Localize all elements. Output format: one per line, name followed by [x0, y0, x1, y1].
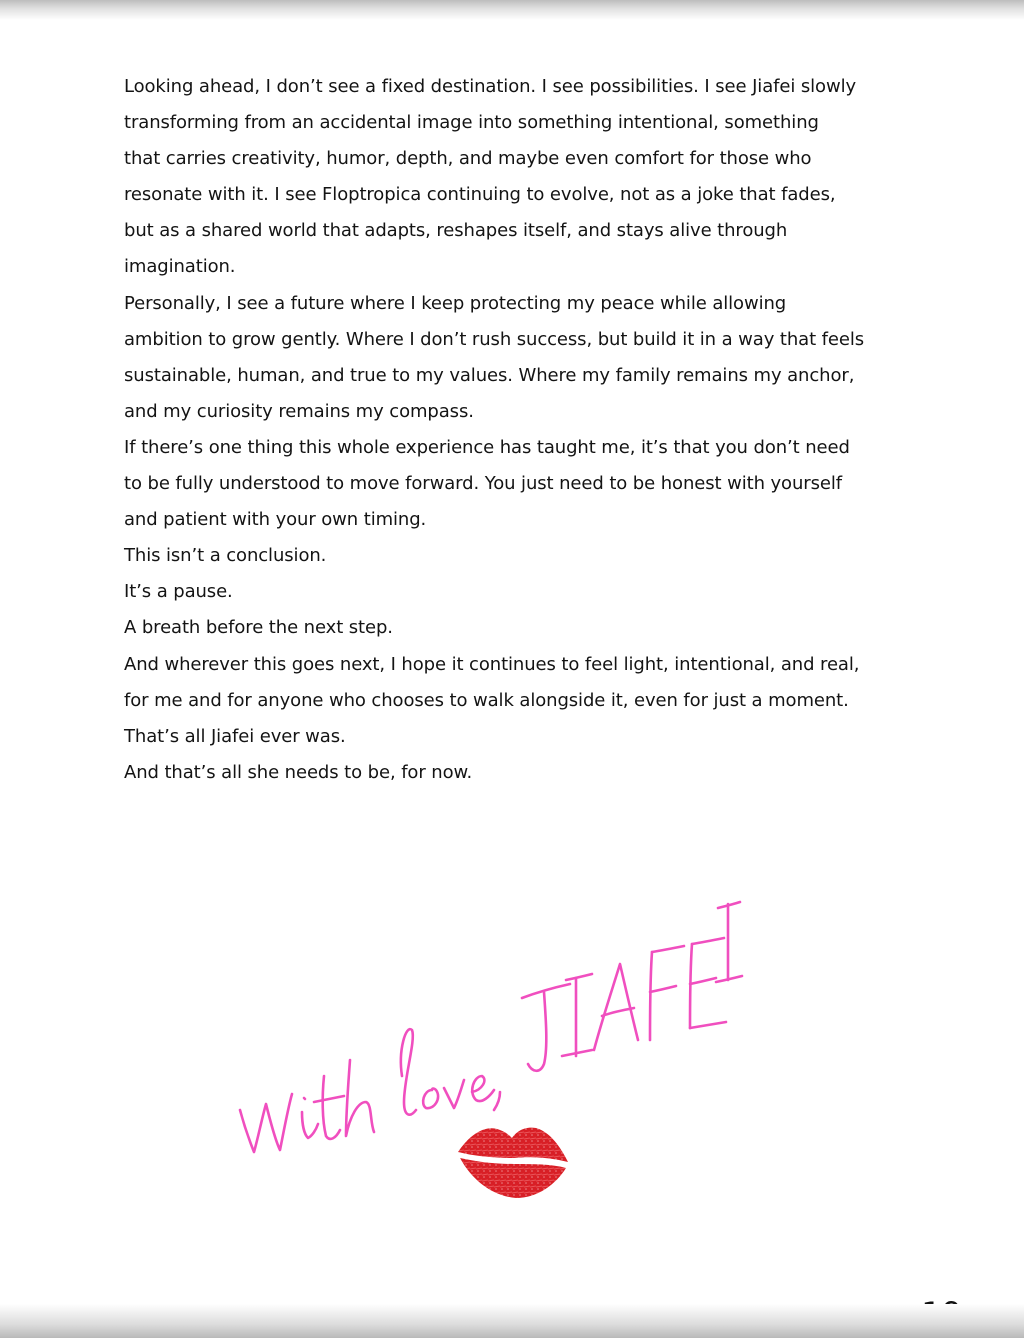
- paragraph-line: transforming from an accidental image into something intentional, something: [124, 112, 819, 134]
- paragraph-line: This isn’t a conclusion.: [124, 545, 327, 567]
- page-top-shadow: [0, 0, 1024, 20]
- paragraph-line: And wherever this goes next, I hope it continues to feel light, intentional, and real,: [124, 653, 860, 675]
- paragraph-line: that carries creativity, humor, depth, and maybe even comfort for those who: [124, 148, 812, 170]
- paragraph-line: and patient with your own timing.: [124, 509, 427, 531]
- paragraph-line: Looking ahead, I don’t see a fixed destination. I see possibilities. I see Jiafei slowly: [124, 76, 857, 97]
- paragraph-line: If there’s one thing this whole experience has taught me, it’s that you don’t need: [124, 436, 850, 458]
- paragraph-line: resonate with it. I see Floptropica continuing to evolve, not as a joke that fades,: [124, 184, 836, 206]
- paragraph-line: to be fully understood to move forward. You just need to be honest with yourself: [124, 473, 842, 495]
- paragraph-line: and my curiosity remains my compass.: [124, 400, 474, 422]
- paragraph-line: It’s a pause.: [124, 581, 233, 603]
- body-text: [124, 69, 914, 791]
- paragraph-line: sustainable, human, and true to my values. Where my family remains my anchor,: [124, 364, 855, 386]
- paragraph-line: imagination.: [124, 256, 236, 278]
- page-bottom-shadow: [0, 1304, 1024, 1338]
- paragraph-line: but as a shared world that adapts, reshapes itself, and stays alive through: [124, 220, 788, 242]
- paragraph-line: Personally, I see a future where I keep protecting my peace while allowing: [124, 292, 787, 314]
- paragraph-line: for me and for anyone who chooses to walk alongside it, even for just a moment.: [124, 689, 849, 711]
- paragraph-line: A breath before the next step.: [124, 617, 393, 639]
- paragraph-line: That’s all Jiafei ever was.: [124, 725, 346, 747]
- paragraph-line: ambition to grow gently. Where I don’t rush success, but build it in a way that feels: [124, 328, 865, 350]
- paragraph-line: And that’s all she needs to be, for now.: [124, 761, 473, 783]
- lipstick-kiss-icon: [452, 1118, 572, 1202]
